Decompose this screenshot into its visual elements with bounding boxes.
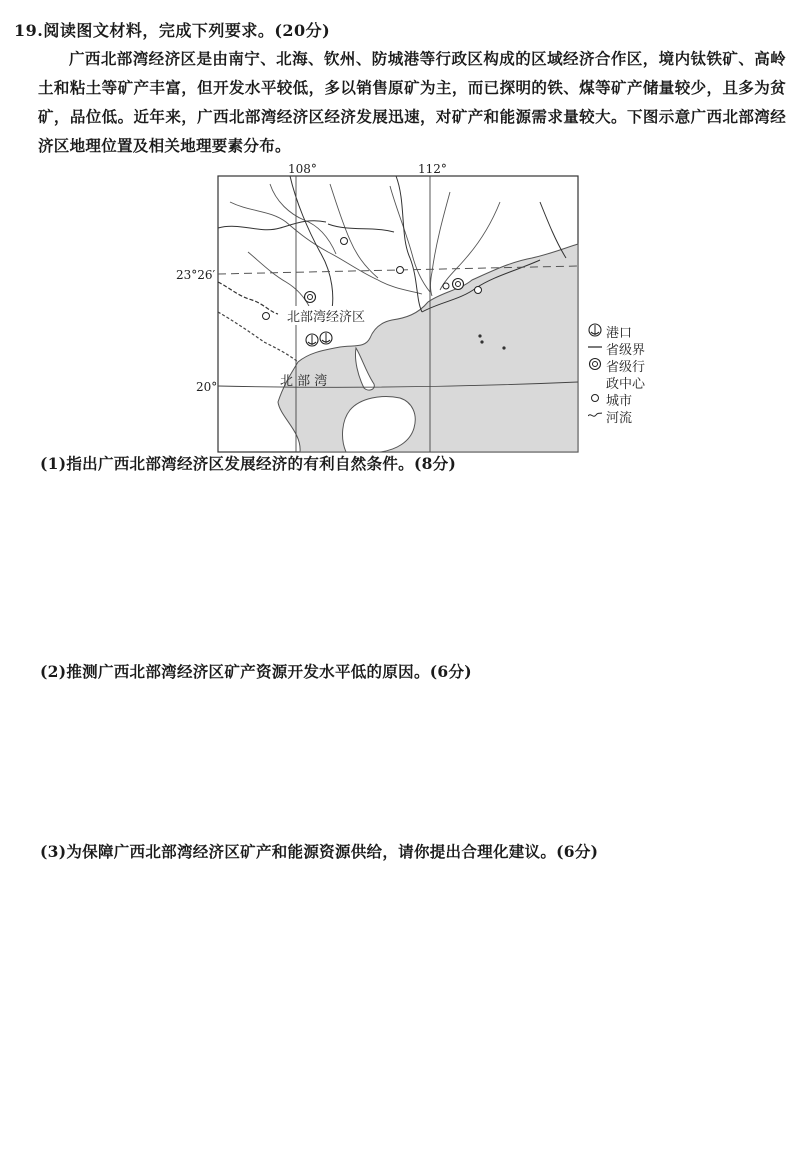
passage-text: 广西北部湾经济区是由南宁、北海、钦州、防城港等行政区构成的区域经济合作区，境内钛铁矿、高岭土和粘土等矿产丰富，但开发水平较低，多以销售原矿为主，而已探明的铁、煤等矿产储量较少，且多为贫矿，品位低。近年来，广西北部湾经济区经济发展迅速，对矿产和能源需求量较大。下图示意广西北部湾经济区地理位置及相关地理要素分布。	[38, 49, 786, 155]
legend-item-province-boundary: 省级界	[588, 339, 680, 356]
city-circle-icon	[475, 287, 482, 294]
longitude-label-112: 112°	[418, 162, 447, 176]
city-circle-icon	[263, 313, 270, 320]
province-boundary-line	[588, 340, 602, 354]
latitude-label-tropic: 23°26′	[176, 268, 216, 282]
subquestion-1: (1)指出广西北部湾经济区发展经济的有利自然条件。(8分)	[40, 454, 457, 473]
provincial-capital-icon	[305, 292, 316, 303]
anchor-port-icon	[320, 332, 332, 344]
legend-item-provincial-capital-cont: 政中心	[606, 377, 646, 392]
anchor-port-icon	[306, 334, 318, 346]
sea-label: 北 部 湾	[280, 374, 328, 389]
river-icon	[588, 408, 602, 422]
subquestion-3: (3)为保障广西北部湾经济区矿产和能源资源供给，请你提出合理化建议。(6分)	[40, 842, 599, 861]
legend-item-river: 河流	[588, 407, 680, 424]
legend-item-port: 港口	[588, 322, 680, 339]
city-circle-icon	[397, 267, 404, 274]
subquestion-2: (2)推测广西北部湾经济区矿产资源开发水平低的原因。(6分)	[40, 662, 472, 681]
city-circle-icon	[443, 283, 449, 289]
city-circle-icon	[588, 391, 602, 405]
city-circle-icon	[341, 238, 348, 245]
region-label: 北部湾经济区	[286, 306, 366, 325]
legend-item-provincial-capital: 省级行	[588, 356, 680, 373]
map-figure	[160, 162, 680, 454]
provincial-capital-icon	[453, 279, 464, 290]
map-legend	[588, 322, 680, 424]
question-title: 19.阅读图文材料，完成下列要求。(20分)	[14, 21, 331, 40]
legend-item-city: 城市	[588, 390, 680, 407]
map-canvas	[160, 162, 580, 454]
latitude-label-20: 20°	[196, 380, 218, 394]
anchor-port-icon	[588, 323, 602, 337]
provincial-capital-icon	[588, 357, 602, 371]
passage	[38, 44, 786, 160]
longitude-label-108: 108°	[288, 162, 317, 176]
